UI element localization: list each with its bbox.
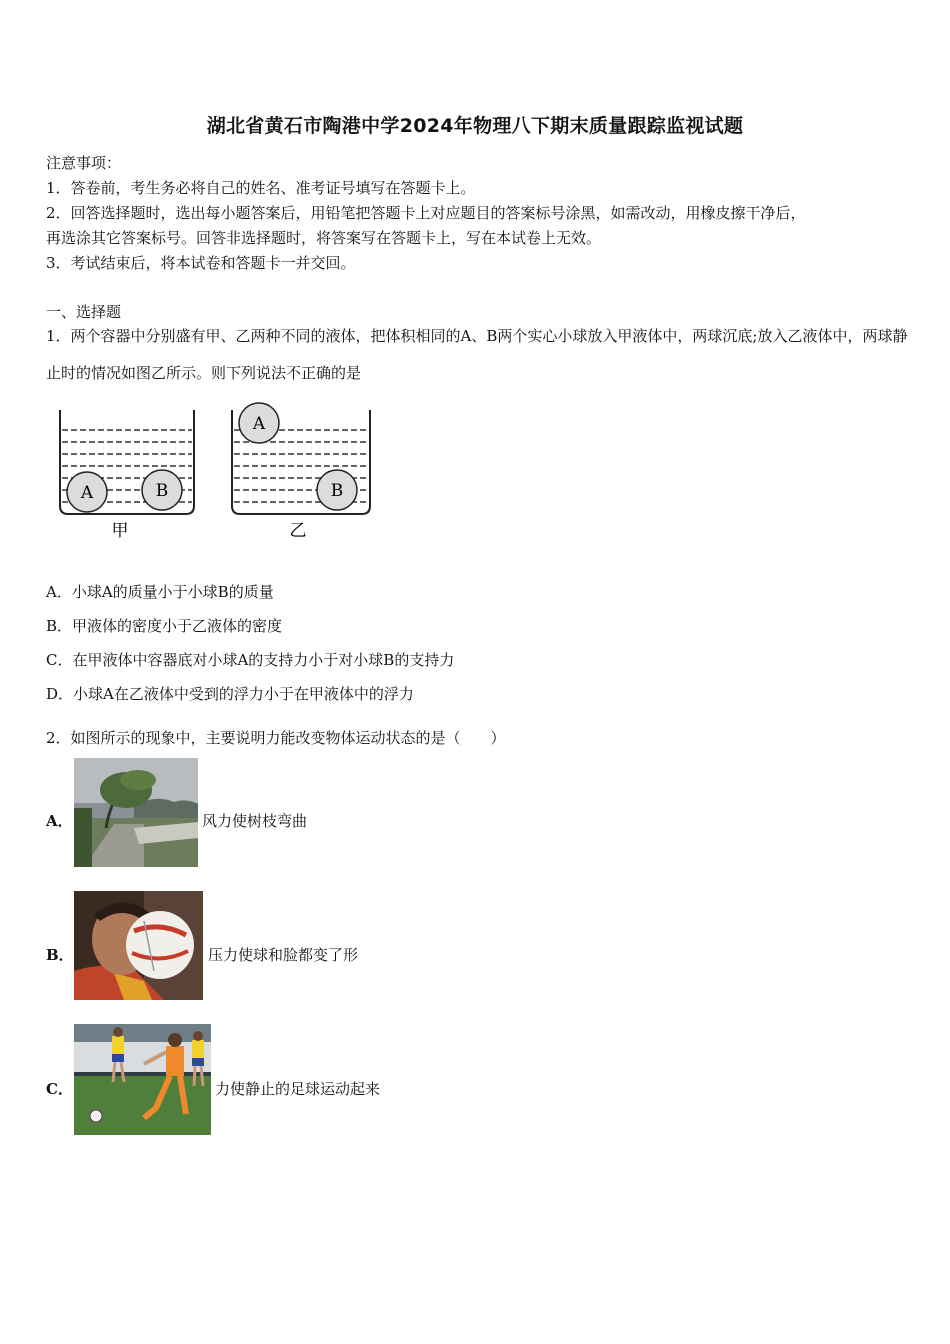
notice-heading: 注意事项： xyxy=(46,154,122,172)
question-1-stem: 1．两个容器中分别盛有甲、乙两种不同的液体，把体积相同的A、B两个实心小球放入甲液体中，两球沉底;放入乙液体中，两球静止时的情况如图乙所示。则下列说法不正确的是 xyxy=(46,327,908,382)
notice-item: 3．考试结束后，将本试卷和答题卡一并交回。 xyxy=(46,254,356,272)
notice-item: 1．答卷前，考生务必将自己的姓名、准考证号填写在答题卡上。 xyxy=(46,179,476,197)
q2-option-c-label: C． xyxy=(46,1080,73,1098)
notice-item: 2．回答选择题时，选出每小题答案后，用铅笔把答题卡上对应题目的答案标号涂黑，如需改动，用橡皮擦干净后， xyxy=(46,204,806,222)
q2-option-c-text: 力使静止的足球运动起来 xyxy=(215,1080,381,1098)
ball-face-photo xyxy=(74,891,203,1000)
section-heading: 一、选择题 xyxy=(46,303,122,321)
q2-option-a-label: A． xyxy=(46,812,73,830)
container-jia-label: 甲 xyxy=(111,521,129,541)
question-2-stem: 2．如图所示的现象中，主要说明力能改变物体运动状态的是（ ） xyxy=(46,729,506,747)
q1-option-a: A．小球A的质量小于小球B的质量 xyxy=(46,583,274,601)
q1-option-b: B．甲液体的密度小于乙液体的密度 xyxy=(46,617,283,635)
notice-item: 再选涂其它答案标号。回答非选择题时，将答案写在答题卡上，写在本试卷上无效。 xyxy=(46,229,602,247)
ball-a-label: A xyxy=(80,483,94,503)
q1-option-d: D．小球A在乙液体中受到的浮力小于在甲液体中的浮力 xyxy=(46,685,414,703)
ball-b-label: B xyxy=(330,481,344,501)
q2-option-b-text: 压力使球和脸都变了形 xyxy=(208,946,359,964)
container-jia xyxy=(60,410,194,541)
q2-option-b-label: B． xyxy=(46,946,74,964)
q2-option-a-text: 风力使树枝弯曲 xyxy=(202,812,308,830)
ball-a-label: A xyxy=(252,414,266,434)
question-1-figure xyxy=(50,398,380,543)
q1-option-c: C．在甲液体中容器底对小球A的支持力小于对小球B的支持力 xyxy=(46,651,455,669)
soccer-kick-photo xyxy=(74,1024,211,1135)
container-yi-label: 乙 xyxy=(289,521,307,541)
tree-bending-photo xyxy=(74,758,198,867)
page-title: 湖北省黄石市陶港中学2024年物理八下期末质量跟踪监视试题 xyxy=(206,115,744,137)
ball-b-label: B xyxy=(155,481,169,501)
container-yi xyxy=(232,403,370,541)
